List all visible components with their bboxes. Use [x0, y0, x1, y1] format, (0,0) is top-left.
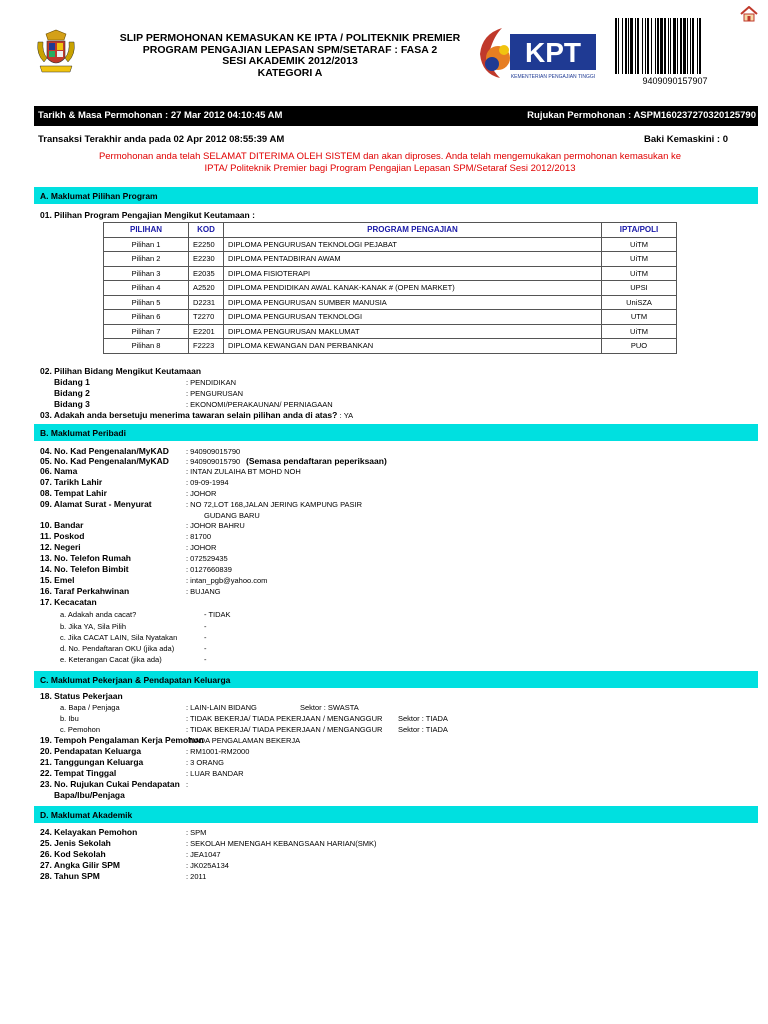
- column-header: PROGRAM PENGAJIAN: [224, 223, 602, 238]
- table-cell: DIPLOMA KEWANGAN DAN PERBANKAN: [224, 339, 602, 354]
- program-heading: 01. Pilihan Program Pengajian Mengikut Keutamaan :: [40, 210, 255, 220]
- employment-label: b. Ibu: [60, 714, 79, 723]
- title-line: KATEGORI A: [257, 66, 323, 79]
- notice-line: IPTA/ Politeknik Premier bagi Program Pengajian Lepasan SPM/Setaraf Sesi 2012/2013: [204, 163, 576, 174]
- field-value: : 072529435: [186, 554, 228, 563]
- acceptance-notice: [70, 151, 710, 175]
- field-label: 14. No. Telefon Bimbit: [40, 564, 129, 574]
- field-value: : 2011: [186, 872, 207, 881]
- field-label: 05. No. Kad Pengenalan/MyKAD: [40, 456, 169, 466]
- field-value: TIADA PENGALAMAN BEKERJA: [188, 736, 301, 745]
- table-row: [104, 339, 677, 354]
- question-03-value: : YA: [339, 411, 354, 420]
- table-cell: UiTM: [602, 324, 677, 339]
- field-value: : 3 ORANG: [186, 758, 224, 767]
- disability-label: d. No. Pendaftaran OKU (jika ada): [60, 644, 175, 653]
- table-cell: DIPLOMA PENDIDIKAN AWAL KANAK-KANAK # (OPEN MARKET): [224, 281, 602, 296]
- employment-sector: Sektor : TIADA: [398, 725, 448, 734]
- table-cell: DIPLOMA PENGURUSAN TEKNOLOGI PEJABAT: [224, 237, 602, 252]
- barcode: [615, 18, 733, 74]
- field-value: : INTAN ZULAIHA BT MOHD NOH: [186, 467, 301, 476]
- table-cell: F2223: [189, 339, 224, 354]
- table-cell: UiTM: [602, 252, 677, 267]
- field-label: 06. Nama: [40, 466, 78, 476]
- section-b-header: [34, 424, 758, 441]
- disability-value: -: [204, 633, 207, 642]
- field-value: : JOHOR BAHRU: [186, 521, 245, 530]
- field-value: : SPM: [186, 828, 207, 837]
- employment-label: c. Pemohon: [60, 725, 101, 734]
- table-cell: D2231: [189, 295, 224, 310]
- field-value: :: [186, 780, 189, 789]
- title-line: PROGRAM PENGAJIAN LEPASAN SPM/SETARAF : FASA 2: [142, 43, 438, 56]
- table-row: [104, 324, 677, 339]
- kpt-logo-subtext: KEMENTERIAN PENGAJIAN TINGGI: [510, 74, 596, 80]
- program-table: [103, 222, 677, 354]
- table-header-row: [104, 223, 677, 238]
- employment-value: : TIDAK BEKERJA/ TIADA PEKERJAAN / MENGANGGUR: [186, 725, 383, 734]
- application-reference: Rujukan Permohonan : ASPM160237270320125790: [527, 110, 756, 121]
- table-cell: UTM: [602, 310, 677, 325]
- employment-value: : LAIN-LAIN BIDANG: [186, 703, 257, 712]
- status-pekerjaan-heading: 18. Status Pekerjaan: [40, 691, 123, 701]
- last-transaction: Transaksi Terakhir anda pada 02 Apr 2012 08:55:39 AM: [38, 134, 285, 145]
- column-header: IPTA/POLI: [602, 223, 677, 238]
- field-value: : 940909015790: [186, 457, 241, 466]
- bidang-value: : PENGURUSAN: [186, 389, 244, 398]
- field-value: : 09-09-1994: [186, 478, 229, 487]
- table-row: [104, 252, 677, 267]
- disability-label: a. Adakah anda cacat?: [60, 610, 137, 619]
- field-label: 28. Tahun SPM: [40, 871, 100, 881]
- field-label: 17. Kecacatan: [40, 597, 97, 607]
- application-info-bar: [34, 106, 758, 126]
- field-note: (Semasa pendaftaran peperiksaan): [246, 456, 387, 466]
- field-value: : JEA1047: [186, 850, 221, 859]
- field-label: 23. No. Rujukan Cukai Pendapatan: [40, 779, 180, 789]
- field-label: 21. Tanggungan Keluarga: [40, 757, 144, 767]
- column-header: PILIHAN: [104, 223, 189, 238]
- table-cell: UniSZA: [602, 295, 677, 310]
- bidang-heading: 02. Pilihan Bidang Mengikut Keutamaan: [40, 366, 202, 376]
- table-cell: DIPLOMA PENGURUSAN MAKLUMAT: [224, 324, 602, 339]
- table-cell: Pilihan 1: [104, 237, 189, 252]
- employment-value: : TIDAK BEKERJA/ TIADA PEKERJAAN / MENGANGGUR: [186, 714, 383, 723]
- question-03: [40, 410, 353, 420]
- table-cell: Pilihan 6: [104, 310, 189, 325]
- field-label: Bapa/Ibu/Penjaga: [54, 790, 125, 800]
- field-label: 08. Tempat Lahir: [40, 488, 107, 498]
- field-label: 25. Jenis Sekolah: [40, 838, 111, 848]
- field-label: 24. Kelayakan Pemohon: [40, 827, 138, 837]
- field-value: : 0127660839: [186, 565, 232, 574]
- field-value: : NO 72,LOT 168,JALAN JERING KAMPUNG PASIR: [186, 500, 363, 509]
- column-header: KOD: [189, 223, 224, 238]
- coat-of-arms-logo: [34, 28, 78, 76]
- update-balance: Baki Kemaskini : 0: [644, 134, 728, 145]
- field-value: : SEKOLAH MENENGAH KEBANGSAAN HARIAN(SMK): [186, 839, 377, 848]
- title-line: SESI AKADEMIK 2012/2013: [222, 55, 358, 67]
- table-cell: UiTM: [602, 237, 677, 252]
- notice-line: Permohonan anda telah SELAMAT DITERIMA OLEH SISTEM dan akan diproses. Anda telah mengemukakan permohonan kemasukan ke: [98, 151, 682, 162]
- slip-title: [100, 33, 480, 79]
- field-label: 22. Tempat Tinggal: [40, 768, 117, 778]
- field-label: 26. Kod Sekolah: [40, 849, 106, 859]
- table-cell: Pilihan 4: [104, 281, 189, 296]
- field-value: : LUAR BANDAR: [186, 769, 244, 778]
- field-value: : 81700: [186, 532, 212, 541]
- table-cell: UPSI: [602, 281, 677, 296]
- field-label: 12. Negeri: [40, 542, 81, 552]
- table-row: [104, 281, 677, 296]
- table-cell: E2201: [189, 324, 224, 339]
- field-value: : JOHOR: [186, 543, 217, 552]
- disability-value: -: [204, 622, 207, 631]
- field-value: : BUJANG: [186, 587, 221, 596]
- kpt-logo-text: KPT: [525, 37, 581, 68]
- table-cell: A2520: [189, 281, 224, 296]
- table-cell: Pilihan 5: [104, 295, 189, 310]
- table-row: [104, 295, 677, 310]
- field-value: : JK025A134: [186, 861, 229, 870]
- field-label: 04. No. Kad Pengenalan/MyKAD: [40, 446, 169, 456]
- field-label: 15. Emel: [40, 575, 75, 585]
- bidang-label: Bidang 3: [54, 399, 90, 409]
- section-b-title: B. Maklumat Peribadi: [40, 428, 126, 438]
- table-cell: Pilihan 3: [104, 266, 189, 281]
- section-c-header: [34, 671, 758, 688]
- question-03-text: 03. Adakah anda bersetuju menerima tawaran selain pilihan anda di atas?: [40, 410, 338, 420]
- bidang-label: Bidang 2: [54, 388, 90, 398]
- field-label: 13. No. Telefon Rumah: [40, 553, 131, 563]
- table-cell: PUO: [602, 339, 677, 354]
- table-cell: UiTM: [602, 266, 677, 281]
- table-row: [104, 237, 677, 252]
- disability-label: e. Keterangan Cacat (jika ada): [60, 655, 162, 664]
- table-cell: E2035: [189, 266, 224, 281]
- disability-value: -: [204, 644, 207, 653]
- field-label: 19. Tempoh Pengalaman Kerja Pemohon: [40, 735, 204, 745]
- disability-value: -: [204, 655, 207, 664]
- barcode-number: 9409090157907: [642, 76, 708, 86]
- section-d-title: D. Maklumat Akademik: [40, 810, 133, 820]
- bidang-value: : EKONOMI/PERAKAUNAN/ PERNIAGAAN: [186, 400, 333, 409]
- table-cell: DIPLOMA PENTADBIRAN AWAM: [224, 252, 602, 267]
- application-datetime: Tarikh & Masa Permohonan : 27 Mar 2012 04:10:45 AM: [38, 110, 283, 121]
- field-label: 11. Poskod: [40, 531, 85, 541]
- employment-sector: Sektor : SWASTA: [300, 703, 359, 712]
- table-cell: Pilihan 8: [104, 339, 189, 354]
- field-label: 07. Tarikh Lahir: [40, 477, 103, 487]
- table-cell: DIPLOMA PENGURUSAN SUMBER MANUSIA: [224, 295, 602, 310]
- disability-label: c. Jika CACAT LAIN, Sila Nyatakan: [60, 633, 178, 642]
- bidang-label: Bidang 1: [54, 377, 90, 387]
- table-cell: Pilihan 7: [104, 324, 189, 339]
- field-label: 10. Bandar: [40, 520, 84, 530]
- table-cell: Pilihan 2: [104, 252, 189, 267]
- table-cell: DIPLOMA PENGURUSAN TEKNOLOGI: [224, 310, 602, 325]
- field-label: 09. Alamat Surat - Menyurat: [40, 499, 152, 509]
- table-row: [104, 266, 677, 281]
- title-line: SLIP PERMOHONAN KEMASUKAN KE IPTA / POLITEKNIK PREMIER: [119, 32, 461, 44]
- field-value: : intan_pgb@yahoo.com: [186, 576, 268, 585]
- bidang-value: : PENDIDIKAN: [186, 378, 237, 387]
- disability-label: b. Jika YA, Sila Pilih: [60, 622, 127, 631]
- disability-value: - TIDAK: [204, 610, 231, 619]
- field-label: 20. Pendapatan Keluarga: [40, 746, 142, 756]
- field-value: : JOHOR: [186, 489, 217, 498]
- field-value: : 940909015790: [186, 447, 241, 456]
- field-value: : RM1001-RM2000: [186, 747, 250, 756]
- table-cell: DIPLOMA FISIOTERAPI: [224, 266, 602, 281]
- section-a-title: A. Maklumat Pilihan Program: [40, 191, 158, 201]
- section-c-title: C. Maklumat Pekerjaan & Pendapatan Keluarga: [40, 675, 231, 685]
- field-label: 16. Taraf Perkahwinan: [40, 586, 130, 596]
- employment-label: a. Bapa / Penjaga: [60, 703, 120, 712]
- table-cell: E2250: [189, 237, 224, 252]
- table-row: [104, 310, 677, 325]
- kpt-logo: [472, 24, 600, 84]
- home-icon[interactable]: [740, 6, 758, 22]
- table-cell: T2270: [189, 310, 224, 325]
- employment-sector: Sektor : TIADA: [398, 714, 448, 723]
- section-a-header: [34, 187, 758, 204]
- table-cell: E2230: [189, 252, 224, 267]
- field-value: GUDANG BARU: [204, 511, 260, 520]
- section-d-header: [34, 806, 758, 823]
- field-label: 27. Angka Gilir SPM: [40, 860, 120, 870]
